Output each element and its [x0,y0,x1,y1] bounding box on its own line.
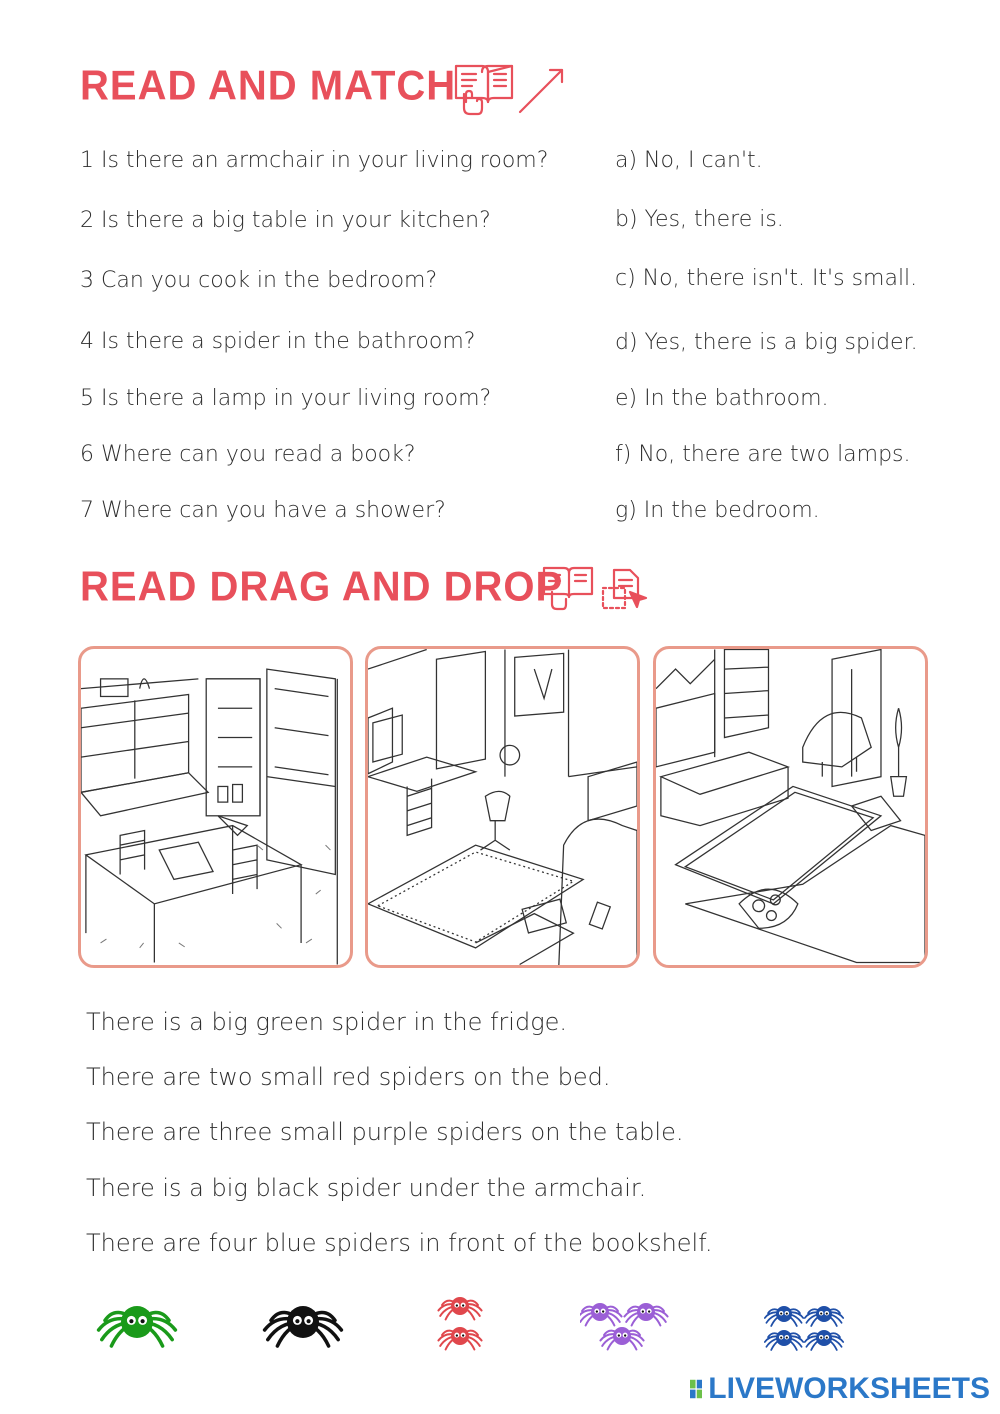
spider-icon [580,1303,622,1326]
section-title-drag-and-drop: READ DRAG AND DROP [80,563,564,611]
spider-black-draggable[interactable] [262,1298,344,1350]
picture-bedroom[interactable] [365,646,640,968]
spider-icon [765,1306,803,1326]
sentence-3: There are three small purple spiders on the table. [86,1118,684,1146]
bedroom-illustration [368,649,637,965]
answer-g[interactable]: g) In the bedroom. [615,498,820,523]
picture-living-room[interactable] [653,646,928,968]
live-logo-icon [690,1374,702,1404]
living-room-illustration [656,649,925,965]
spider-icon [805,1330,843,1350]
answer-d[interactable]: d) Yes, there is a big spider. [615,330,918,355]
spiders-purple-draggable[interactable] [580,1296,676,1354]
sentence-4: There is a big black spider under the armchair. [86,1174,647,1202]
answer-b[interactable]: b) Yes, there is. [615,207,784,232]
sentence-5: There are four blue spiders in front of the bookshelf. [86,1229,713,1257]
spider-icon [99,1306,176,1346]
question-5: 5 Is there a lamp in your living room? [80,386,492,411]
answer-a[interactable]: a) No, I can't. [615,148,763,173]
spider-icon [805,1306,843,1326]
liveworksheets-logo [690,1372,990,1406]
question-1: 1 Is there an armchair in your living room? [80,148,549,173]
book-reading-icon [450,58,570,118]
spider-icon [600,1327,643,1350]
spider-icon [438,1327,481,1350]
answer-e[interactable]: e) In the bathroom. [615,386,829,411]
section-title-read-and-match: READ AND MATCH [80,62,457,110]
spider-icon [624,1303,667,1326]
brand-name: LIVEWORKSHEETS [708,1372,990,1405]
spiders-red-draggable[interactable] [430,1290,490,1354]
question-7: 7 Where can you have a shower? [80,498,446,523]
spider-icon [438,1297,481,1320]
sentence-2: There are two small red spiders on the bed. [86,1063,611,1091]
answer-c[interactable]: c) No, there isn't. It's small. [615,266,918,291]
kitchen-illustration [81,649,350,965]
question-3: 3 Can you cook in the bedroom? [80,268,438,293]
question-4: 4 Is there a spider in the bathroom? [80,329,476,354]
sentence-1: There is a big green spider in the fridge. [86,1008,567,1036]
question-6: 6 Where can you read a book? [80,442,416,467]
spiders-blue-draggable[interactable] [764,1300,848,1352]
spider-icon [765,1330,803,1350]
spider-green-draggable[interactable] [96,1298,178,1350]
picture-kitchen[interactable] [78,646,353,968]
spider-icon [265,1306,342,1346]
drag-drop-icon [540,562,655,614]
question-2: 2 Is there a big table in your kitchen? [80,208,491,233]
answer-f[interactable]: f) No, there are two lamps. [615,442,911,467]
